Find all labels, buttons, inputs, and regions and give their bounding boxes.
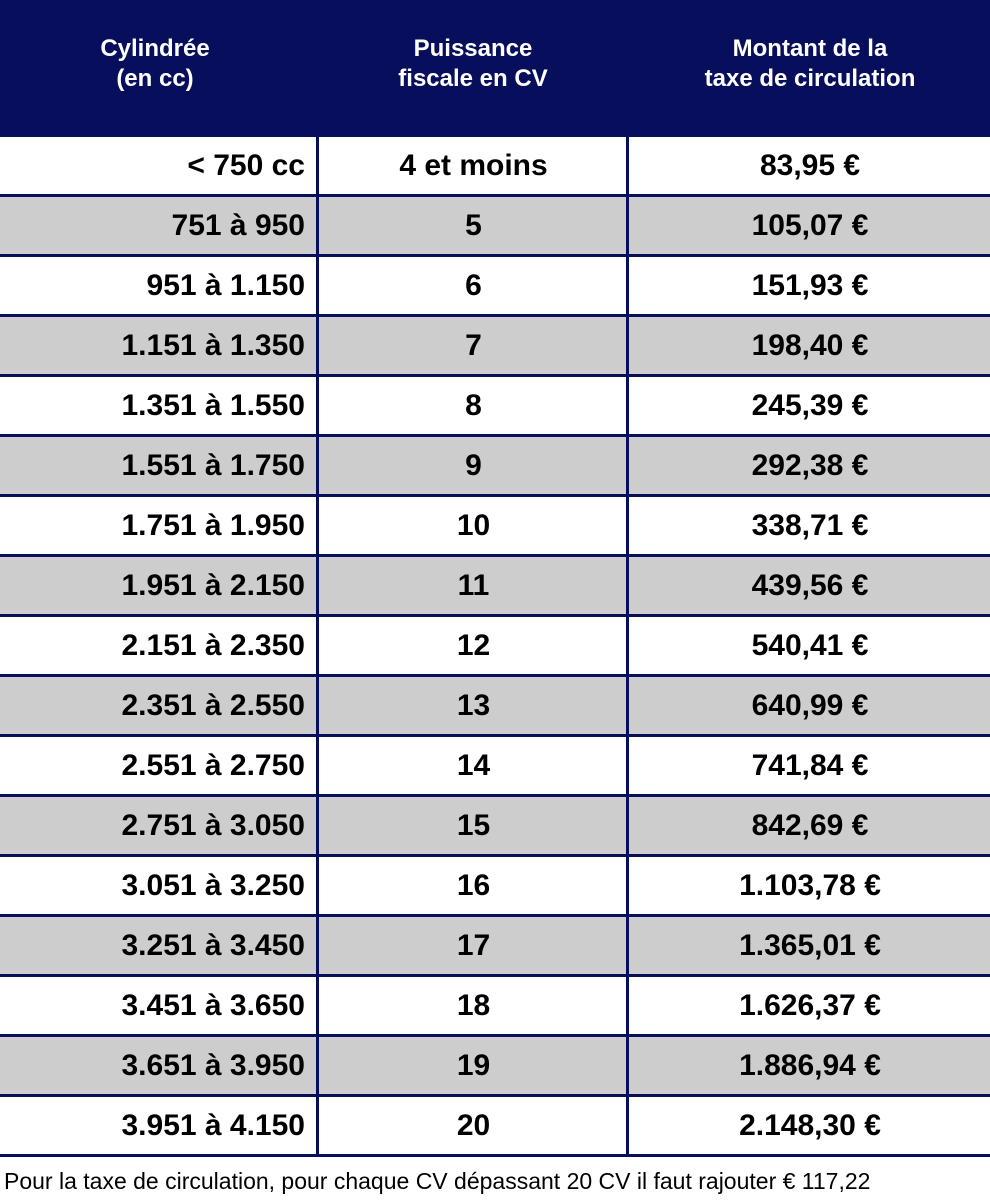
cell-puissance: 9 — [465, 449, 482, 482]
cell-cylindree: < 750 cc — [187, 149, 305, 182]
table-row — [0, 737, 990, 797]
cell-montant: 245,39 € — [751, 389, 869, 422]
cell-puissance: 7 — [465, 329, 482, 362]
cell-cylindree: 3.251 à 3.450 — [121, 929, 305, 962]
cell-montant: 292,38 € — [751, 449, 869, 482]
cell-puissance: 12 — [456, 629, 491, 662]
table-row — [0, 257, 990, 317]
cell-puissance: 14 — [456, 749, 491, 782]
header-montant: Montant de la taxe de circulation — [704, 35, 916, 92]
cell-puissance: 6 — [465, 269, 482, 302]
cell-montant: 439,56 € — [751, 569, 869, 602]
cell-cylindree: 2.151 à 2.350 — [121, 629, 305, 662]
cell-montant: 1.886,94 € — [739, 1049, 881, 1082]
cell-cylindree: 1.351 à 1.550 — [121, 389, 305, 422]
table-row — [0, 197, 990, 257]
cell-montant: 2.148,30 € — [739, 1109, 881, 1142]
cell-montant: 338,71 € — [751, 509, 869, 542]
cell-montant: 105,07 € — [751, 209, 869, 242]
cell-puissance: 15 — [456, 809, 491, 842]
cell-montant: 83,95 € — [759, 149, 861, 182]
table-row — [0, 317, 990, 377]
column-divider — [626, 137, 629, 1157]
table-row — [0, 497, 990, 557]
table-row — [0, 857, 990, 917]
table-row — [0, 797, 990, 857]
table-row — [0, 377, 990, 437]
cell-montant: 151,93 € — [751, 269, 869, 302]
footnote: Pour la taxe de circulation, pour chaque CV dépassant 20 CV il faut rajouter € 117,22 — [4, 1168, 871, 1194]
table-row — [0, 677, 990, 737]
cell-cylindree: 1.751 à 1.950 — [121, 509, 305, 542]
table-row — [0, 557, 990, 617]
cell-puissance: 8 — [465, 389, 482, 422]
cell-puissance: 11 — [457, 569, 490, 602]
table-row — [0, 1097, 990, 1157]
column-divider — [316, 137, 319, 1157]
cell-puissance: 13 — [456, 689, 491, 722]
cell-puissance: 5 — [465, 209, 482, 242]
cell-montant: 1.626,37 € — [739, 989, 881, 1022]
cell-cylindree: 1.951 à 2.150 — [121, 569, 305, 602]
cell-cylindree: 3.951 à 4.150 — [121, 1109, 305, 1142]
cell-cylindree: 3.651 à 3.950 — [121, 1049, 305, 1082]
cell-cylindree: 2.551 à 2.750 — [121, 749, 305, 782]
table-row — [0, 1037, 990, 1097]
cell-cylindree: 2.751 à 3.050 — [121, 809, 305, 842]
cell-puissance: 20 — [456, 1109, 491, 1142]
cell-cylindree: 751 à 950 — [171, 209, 305, 242]
cell-cylindree: 3.451 à 3.650 — [121, 989, 305, 1022]
table-row — [0, 137, 990, 197]
cell-cylindree: 3.051 à 3.250 — [121, 869, 305, 902]
cell-montant: 540,41 € — [751, 629, 869, 662]
cell-cylindree: 2.351 à 2.550 — [121, 689, 305, 722]
table-row — [0, 977, 990, 1037]
cell-puissance: 4 et moins — [399, 149, 548, 182]
cell-montant: 640,99 € — [751, 689, 869, 722]
cell-puissance: 18 — [456, 989, 491, 1022]
cell-montant: 1.103,78 € — [739, 869, 881, 902]
cell-cylindree: 951 à 1.150 — [146, 269, 305, 302]
cell-puissance: 19 — [456, 1049, 491, 1082]
table-row — [0, 617, 990, 677]
header-cylindree: Cylindrée (en cc) — [100, 35, 210, 92]
table-row — [0, 917, 990, 977]
table-header — [0, 0, 990, 137]
cell-puissance: 10 — [456, 509, 491, 542]
cell-puissance: 17 — [456, 929, 491, 962]
header-puissance: Puissance fiscale en CV — [398, 35, 548, 92]
cell-montant: 1.365,01 € — [739, 929, 881, 962]
table-row — [0, 437, 990, 497]
cell-montant: 741,84 € — [751, 749, 869, 782]
cell-puissance: 16 — [456, 869, 491, 902]
cell-montant: 842,69 € — [751, 809, 869, 842]
cell-cylindree: 1.551 à 1.750 — [121, 449, 305, 482]
cell-cylindree: 1.151 à 1.350 — [121, 329, 305, 362]
cell-montant: 198,40 € — [751, 329, 869, 362]
